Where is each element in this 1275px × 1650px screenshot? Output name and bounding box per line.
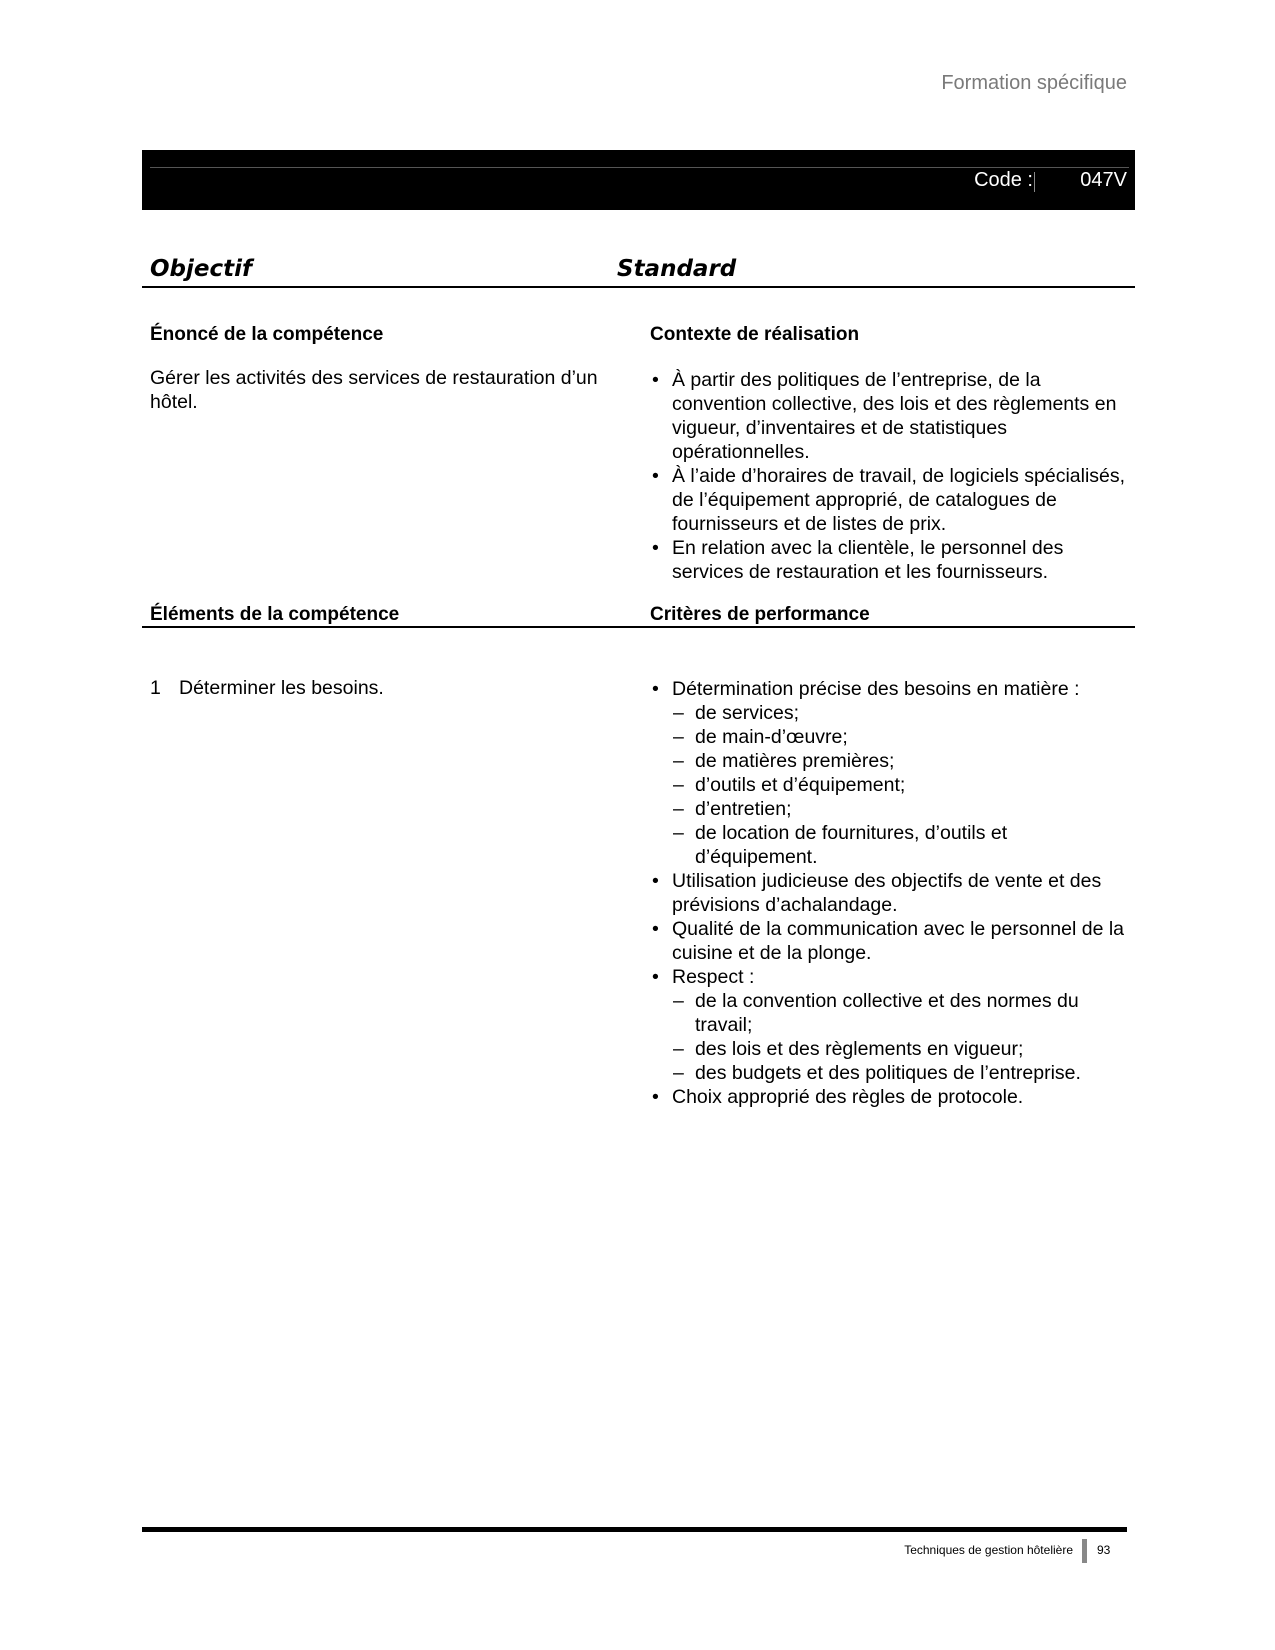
code-value: 047V [1080,169,1127,191]
element-number: 1 [150,677,161,699]
criteria-sub-item: – de la convention collective et des normes du travail; [672,989,1130,1037]
criteres-list [650,677,1130,1109]
code-label: Code : [974,169,1033,191]
criteria-sub-item: – de services; [672,701,1130,725]
criteres-title: Critères de performance [650,604,870,625]
elements-criteria-rule [142,626,1135,628]
page-number: 93 [1097,1543,1111,1557]
contexte-item: • En relation avec la clientèle, le personnel des services de restauration et les fournisseurs. [650,536,1130,584]
criteria-item: • Qualité de la communication avec le personnel de la cuisine et de la plonge. [650,917,1130,965]
code-separator [1034,172,1035,192]
elements-title: Éléments de la compétence [150,604,400,625]
criteria-item: • Utilisation judicieuse des objectifs de vente et des prévisions d’achalandage. [650,869,1130,917]
criteria-sub-item: – de matières premières; [672,749,1130,773]
standard-heading: Standard [617,256,737,282]
section-title: Formation spécifique [941,72,1127,94]
criteria-sub-item: – des lois et des règlements en vigueur; [672,1037,1130,1061]
criteria-sub-item: – d’outils et d’équipement; [672,773,1130,797]
criteria-sub-item: – d’entretien; [672,797,1130,821]
code-bar [142,150,1135,210]
criteria-item: • Détermination précise des besoins en matière : – de services; – de main-d’œuvre; – de matières premières; – d’outils et d’équipement; – d’entretien; – de location de fournitures, d’outils et d’équipement. [650,677,1130,869]
footer-title: Techniques de gestion hôtelière [904,1543,1073,1557]
code-bar-rule [150,167,1129,168]
objective-heading: Objectif [150,256,253,282]
criteria-sub-item: – de main-d’œuvre; [672,725,1130,749]
element-text: Déterminer les besoins. [179,677,384,699]
contexte-title: Contexte de réalisation [650,324,860,345]
criteria-item: • Choix approprié des règles de protocole. [650,1085,1130,1109]
footer-rule [142,1527,1127,1532]
criteria-item: • Respect : – de la convention collective et des normes du travail; – des lois et des règlements en vigueur; – des budgets et des politiques de l’entreprise. [650,965,1130,1085]
element-item [150,676,620,700]
objective-standard-header [142,250,1135,288]
criteria-sub-item: – des budgets et des politiques de l’entreprise. [672,1061,1130,1085]
contexte-item: • À partir des politiques de l’entreprise, de la convention collective, des lois et des règlements en vigueur, d’inventaires et de statistiques opérationnelles. [650,368,1130,464]
enonce-text: Gérer les activités des services de restauration d’un hôtel. [150,367,598,413]
contexte-item: • À l’aide d’horaires de travail, de logiciels spécialisés, de l’équipement approprié, de catalogues de fournisseurs et de listes de prix. [650,464,1130,536]
criteria-sub-item: – de location de fournitures, d’outils et d’équipement. [672,821,1130,869]
footer-separator [1082,1539,1087,1563]
contexte-list [650,368,1130,584]
enonce-title: Énoncé de la compétence [150,324,384,345]
